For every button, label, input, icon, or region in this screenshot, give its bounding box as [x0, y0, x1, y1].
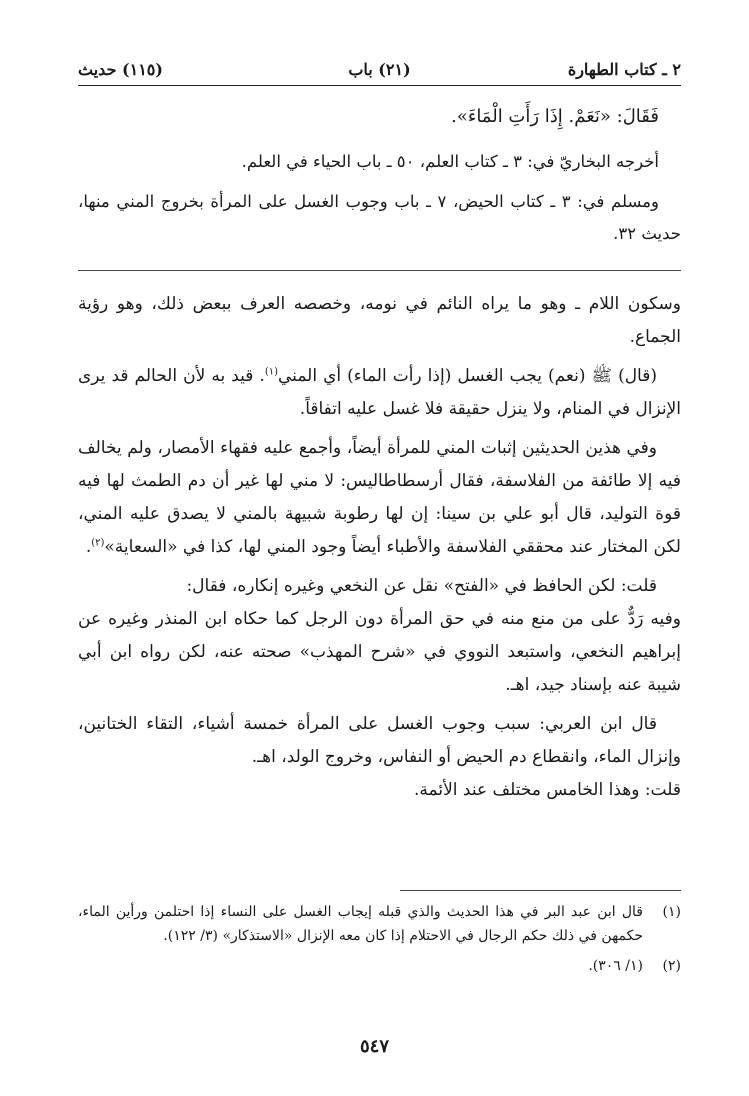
- footnote-number: (١): [662, 904, 681, 920]
- footnote-ref-2: (٢): [91, 537, 105, 549]
- commentary-text: (قال) ﷺ (نعم) يجب الغسل (إذا رأت الماء) أي المني: [278, 366, 657, 386]
- source-bukhari: أخرجه البخاريّ في: ٣ ـ كتاب العلم، ٥٠ ـ باب الحياء في العلم.: [241, 152, 659, 171]
- commentary-paragraph: [78, 360, 681, 426]
- header-book: ٢ ـ كتاب الطهارة: [567, 60, 681, 79]
- commentary-text: .: [85, 537, 92, 557]
- section-divider: [78, 270, 681, 271]
- running-header: [78, 56, 681, 84]
- header-chapter: (٢١) باب: [348, 60, 411, 79]
- source-muslim: ومسلم في: ٣ ـ كتاب الحيض، ٧ ـ باب وجوب الغسل على المرأة بخروج المني منها، حديث ٣٢.: [78, 192, 681, 243]
- footnotes: [78, 900, 681, 984]
- footnote-number: (٢): [662, 958, 681, 974]
- commentary-paragraph: قلت: وهذا الخامس مختلف عند الأئمة.: [414, 780, 681, 800]
- commentary-paragraph: قال ابن العربي: سبب وجوب الغسل على المرأة خمسة أشياء، التقاء الختانين، وإنزال الماء، وانقطاع دم الحيض أو النفاس، وخروج الولد، اهـ.: [78, 714, 681, 767]
- header-divider: [78, 85, 681, 86]
- footnote: [78, 900, 681, 948]
- commentary-paragraph: وسكون اللام ـ وهو ما يراه النائم في نومه، وخصصه العرف ببعض ذلك، وهو رؤية الجماع.: [78, 294, 681, 347]
- footnote-text: قال ابن عبد البر في هذا الحديث والذي قبله إيجاب الغسل على النساء إذا احتلمن ورأين الماء، حكمهن في ذلك حكم الرجال في الاحتلام إذا كان معه الإنزال «الاستذكار» (٣/ ١٢٢).: [78, 904, 643, 944]
- footnote-text: (١/ ٣٠٦).: [588, 958, 643, 974]
- commentary-paragraph: وفيه رَدٌّ على من منع منه في حق المرأة دون الرجل كما حكاه ابن المنذر وغيره عن إبراهيم النخعي، واستبعد النووي في «شرح المهذب» صحته عنه، لكن رواه ابن أبي شيبة عنه بإسناد جيد، اهـ.: [78, 609, 681, 695]
- takhrij-sources: [78, 146, 681, 258]
- commentary-paragraph: [78, 432, 681, 564]
- commentary: [78, 288, 681, 813]
- footnote-divider: [400, 890, 681, 891]
- commentary-text: . قيد به لأن الحالم قد يرى الإنزال في المنام، ولا ينزل حقيقة فلا غسل عليه اتفاقاً.: [78, 366, 681, 419]
- footnote: [78, 954, 681, 978]
- header-hadith: (١١٥) حديث: [78, 60, 163, 79]
- commentary-paragraph: قلت: لكن الحافظ في «الفتح» نقل عن النخعي وغيره إنكاره، فقال:: [186, 576, 657, 596]
- footnote-ref-1: (١): [264, 366, 279, 378]
- hadith-text: فَقَالَ: «نَعَمْ. إِذَا رَأَتِ الْمَاءَ».: [451, 106, 659, 127]
- commentary-text: وفي هذين الحديثين إثبات المني للمرأة أيضاً، وأجمع عليه فقهاء الأمصار، ولم يخالف فيه إلا طائفة من الفلاسفة، فقال أرسطاطاليس: لا مني لها غير أن دم الطمث لها فيه قوة التوليد، قال أبو علي بن سينا: إن لها رطوبة شبيهة بالمني لا يصدق عليه المني، لكن المختار عند محققي الفلاسفة والأطباء أيضاً وجود المني لها، كذا في «السعاية»: [78, 438, 681, 557]
- page-number: ٥٤٧: [359, 1036, 389, 1057]
